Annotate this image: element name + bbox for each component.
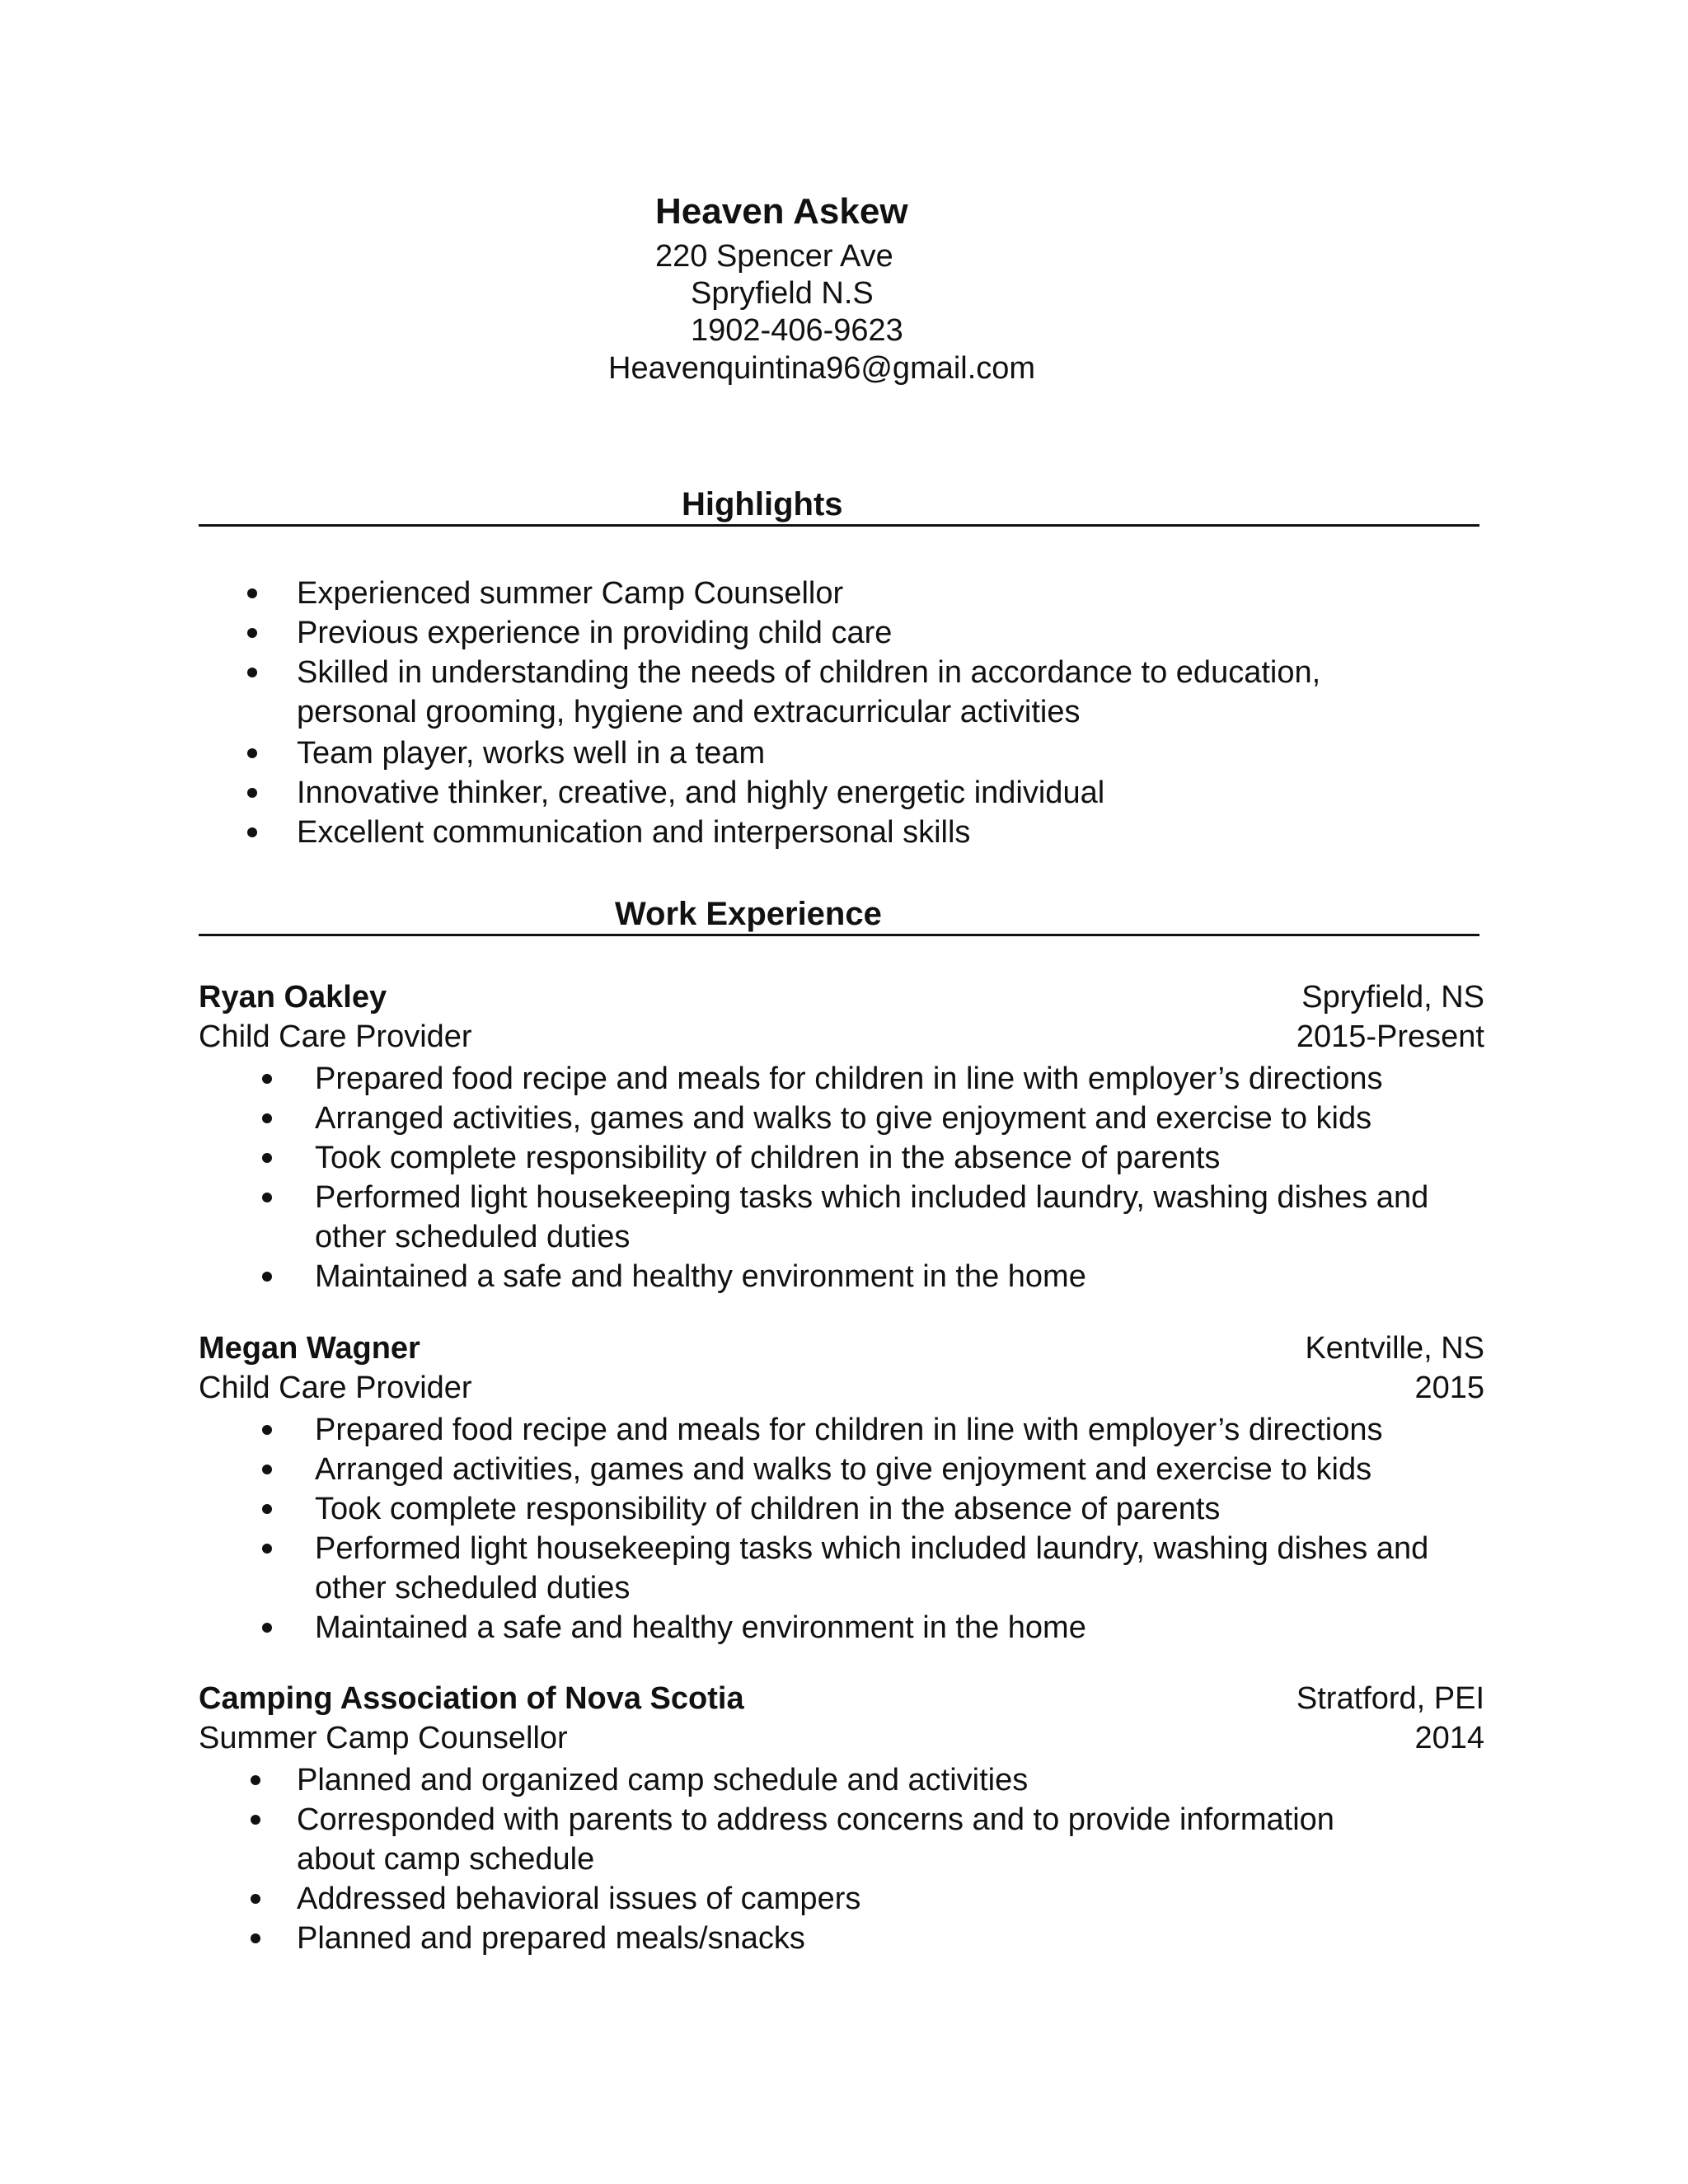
list-item: [297, 574, 1401, 613]
bullet-icon: [262, 1272, 272, 1282]
employer-name: Camping Association of Nova Scotia: [199, 1681, 744, 1716]
job-duties-list: [297, 1760, 1385, 1958]
duty-text: Maintained a safe and healthy environment in the home: [315, 1259, 1086, 1294]
bullet-icon: [262, 1544, 272, 1554]
duty-text: Performed light housekeeping tasks which included laundry, washing dishes and other scheduled duties: [315, 1531, 1429, 1605]
job-title-row: [199, 1017, 1484, 1057]
applicant-name: Heaven Askew: [655, 191, 908, 232]
address-line-1: 220 Spencer Ave: [655, 239, 893, 274]
job-title-row: [199, 1368, 1484, 1408]
list-item: [315, 1410, 1485, 1450]
bullet-icon: [247, 588, 257, 598]
bullet-icon: [262, 1623, 272, 1633]
employer-name: Ryan Oakley: [199, 980, 387, 1015]
bullet-icon: [262, 1074, 272, 1084]
list-item: [315, 1608, 1485, 1647]
job-entry: [199, 1679, 1484, 1958]
job-entry: [199, 1329, 1484, 1647]
job-header-row: [199, 977, 1484, 1017]
list-item: [315, 1257, 1485, 1296]
highlight-text: Previous experience in providing child care: [297, 616, 893, 650]
list-item: [297, 1879, 1385, 1919]
bullet-icon: [251, 1894, 260, 1904]
phone-number: 1902-406-9623: [691, 313, 903, 348]
bullet-icon: [247, 748, 257, 758]
bullet-icon: [247, 788, 257, 798]
bullet-icon: [262, 1153, 272, 1163]
duty-text: Took complete responsibility of children in the absence of parents: [315, 1492, 1221, 1526]
job-dates: 2015-Present: [1296, 1019, 1484, 1054]
job-location: Kentville, NS: [1305, 1331, 1484, 1366]
job-entry: [199, 977, 1484, 1296]
list-item: [315, 1059, 1485, 1099]
job-location: Stratford, PEI: [1296, 1681, 1484, 1716]
bullet-icon: [262, 1113, 272, 1123]
bullet-icon: [247, 827, 257, 837]
duty-text: Maintained a safe and healthy environment in the home: [315, 1610, 1086, 1645]
job-dates: 2014: [1414, 1721, 1484, 1755]
job-header-row: [199, 1329, 1484, 1368]
job-location: Spryfield, NS: [1301, 980, 1484, 1015]
list-item: [315, 1099, 1485, 1138]
email-address: Heavenquintina96@gmail.com: [608, 351, 1036, 386]
highlights-heading-text: Highlights: [682, 486, 843, 523]
highlight-text: Team player, works well in a team: [297, 736, 766, 771]
duty-text: Arranged activities, games and walks to give enjoyment and exercise to kids: [315, 1452, 1372, 1487]
duty-text: Prepared food recipe and meals for children in line with employer’s directions: [315, 1413, 1383, 1447]
work-experience-heading-text: Work Experience: [615, 896, 882, 932]
list-item: [297, 813, 1401, 852]
list-item: [297, 613, 1401, 653]
list-item: [297, 1919, 1385, 1958]
duty-text: Addressed behavioral issues of campers: [297, 1882, 861, 1916]
list-item: [315, 1529, 1485, 1608]
bullet-icon: [262, 1504, 272, 1514]
duty-text: Prepared food recipe and meals for children in line with employer’s directions: [315, 1062, 1383, 1096]
highlight-text: Experienced summer Camp Counsellor: [297, 576, 844, 611]
highlight-text: Skilled in understanding the needs of children in accordance to education, personal grooming, hygiene and extracurricular activities: [297, 655, 1321, 729]
job-title: Child Care Provider: [199, 1019, 472, 1054]
job-duties-list: [315, 1059, 1485, 1296]
job-title-row: [199, 1718, 1484, 1758]
list-item: [315, 1489, 1485, 1529]
duty-text: Planned and organized camp schedule and activities: [297, 1763, 1029, 1797]
job-dates: 2015: [1414, 1371, 1484, 1405]
bullet-icon: [262, 1193, 272, 1202]
list-item: [297, 773, 1401, 813]
bullet-icon: [251, 1775, 260, 1785]
work-experience-section-heading: [199, 894, 1479, 936]
list-item: [315, 1138, 1485, 1178]
list-item: [297, 1760, 1385, 1800]
highlight-text: Excellent communication and interpersonal skills: [297, 815, 971, 850]
highlights-list: [297, 574, 1401, 852]
bullet-icon: [247, 668, 257, 677]
list-item: [315, 1178, 1485, 1257]
highlight-text: Innovative thinker, creative, and highly energetic individual: [297, 776, 1105, 810]
highlights-section-heading: [199, 485, 1479, 527]
job-title: Summer Camp Counsellor: [199, 1721, 568, 1755]
duty-text: Arranged activities, games and walks to give enjoyment and exercise to kids: [315, 1101, 1372, 1136]
bullet-icon: [251, 1933, 260, 1943]
list-item: [297, 733, 1401, 773]
list-item: [297, 653, 1401, 732]
duty-text: Planned and prepared meals/snacks: [297, 1921, 805, 1956]
bullet-icon: [251, 1815, 260, 1825]
job-header-row: [199, 1679, 1484, 1718]
duty-text: Corresponded with parents to address concerns and to provide information about camp schedule: [297, 1802, 1334, 1877]
bullet-icon: [262, 1425, 272, 1435]
employer-name: Megan Wagner: [199, 1331, 420, 1366]
job-title: Child Care Provider: [199, 1371, 472, 1405]
bullet-icon: [262, 1465, 272, 1474]
bullet-icon: [247, 628, 257, 638]
list-item: [315, 1450, 1485, 1489]
job-duties-list: [315, 1410, 1485, 1647]
list-item: [297, 1800, 1385, 1879]
address-line-2: Spryfield N.S: [691, 276, 874, 311]
duty-text: Took complete responsibility of children in the absence of parents: [315, 1141, 1221, 1175]
duty-text: Performed light housekeeping tasks which included laundry, washing dishes and other scheduled duties: [315, 1180, 1429, 1254]
